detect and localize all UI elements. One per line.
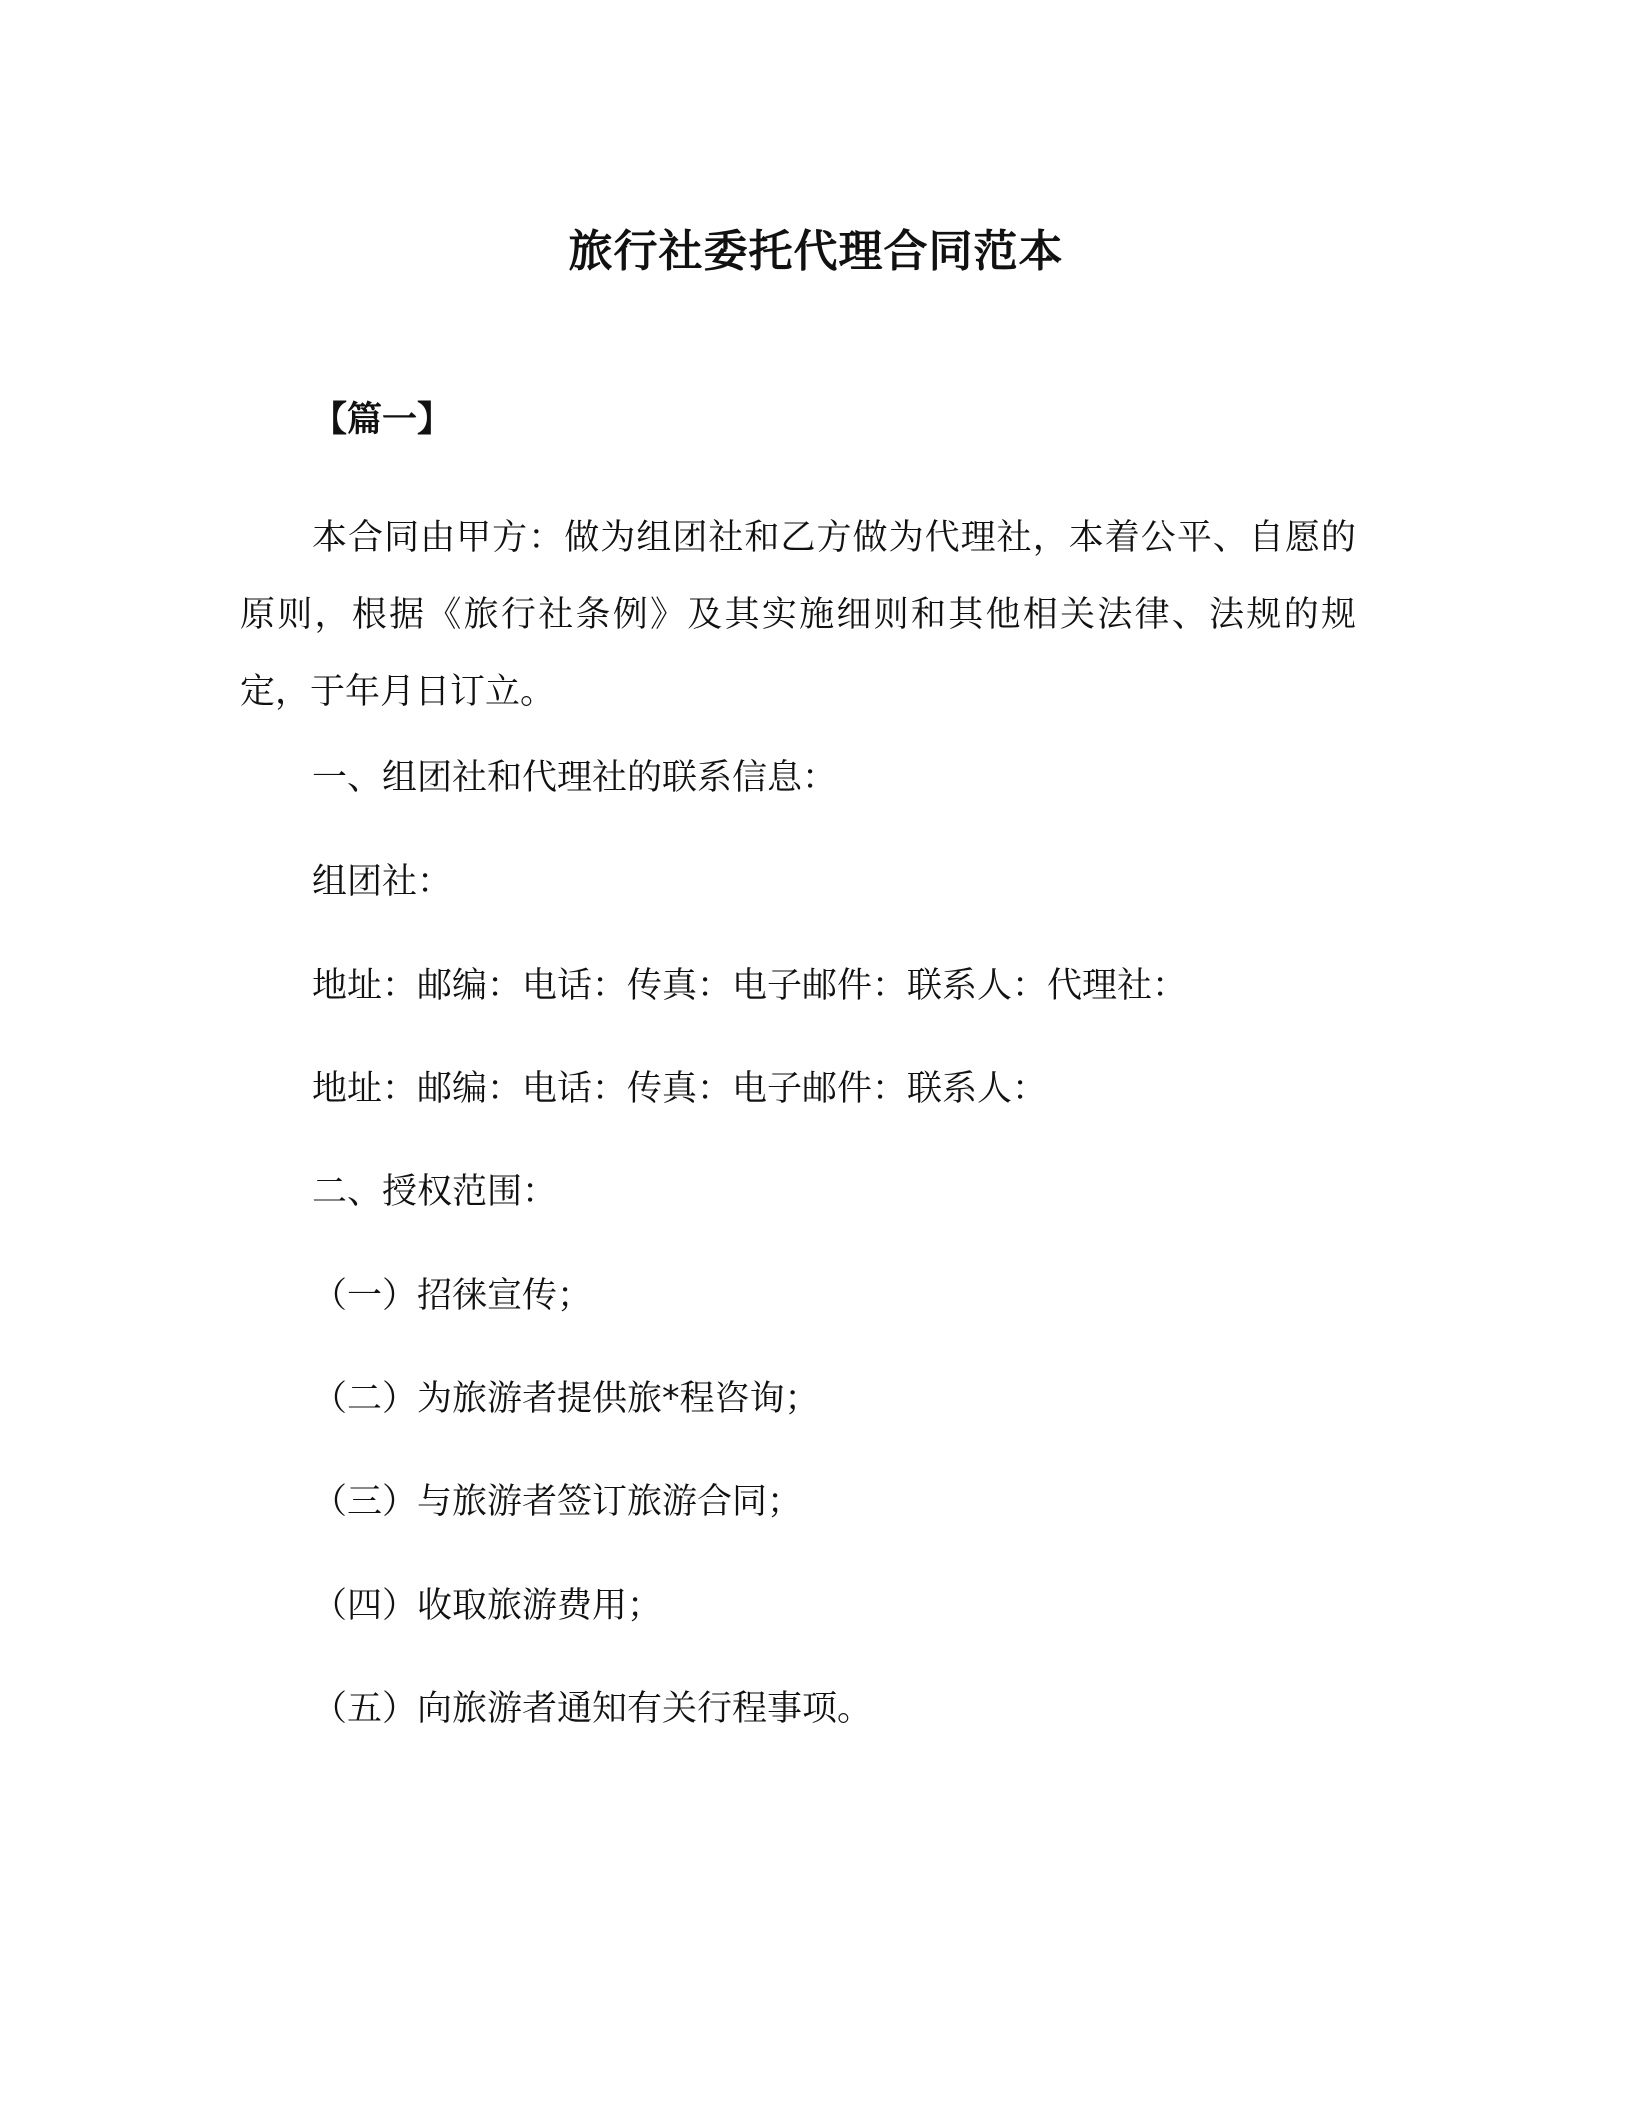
clause-1-heading: 一、组团社和代理社的联系信息： (312, 758, 838, 798)
organizer-contact-line: 地址：邮编：电话：传真：电子邮件：联系人：代理社： (312, 966, 1188, 1006)
clause-2-heading: 二、授权范围： (312, 1172, 558, 1212)
section-heading: 【篇一】 (312, 400, 453, 440)
scope-item: （五）向旅游者通知有关行程事项。 (312, 1689, 873, 1729)
intro-paragraph: 本合同由甲方：做为组团社和乙方做为代理社，本着公平、自愿的原则，根据《旅行社条例》及其实施细则和其他相关法律、法规的规定，于年月日订立。 (240, 518, 1356, 712)
scope-item: （四）收取旅游费用； (312, 1586, 663, 1626)
scope-item: （一）招徕宣传； (312, 1276, 593, 1316)
organizer-label: 组团社： (312, 862, 453, 902)
agent-contact-line: 地址：邮编：电话：传真：电子邮件：联系人： (312, 1069, 1048, 1109)
scope-item: （二）为旅游者提供旅*程咨询； (312, 1379, 820, 1419)
scope-item: （三）与旅游者签订旅游合同； (312, 1482, 803, 1522)
document-title: 旅行社委托代理合同范本 (568, 226, 1064, 277)
